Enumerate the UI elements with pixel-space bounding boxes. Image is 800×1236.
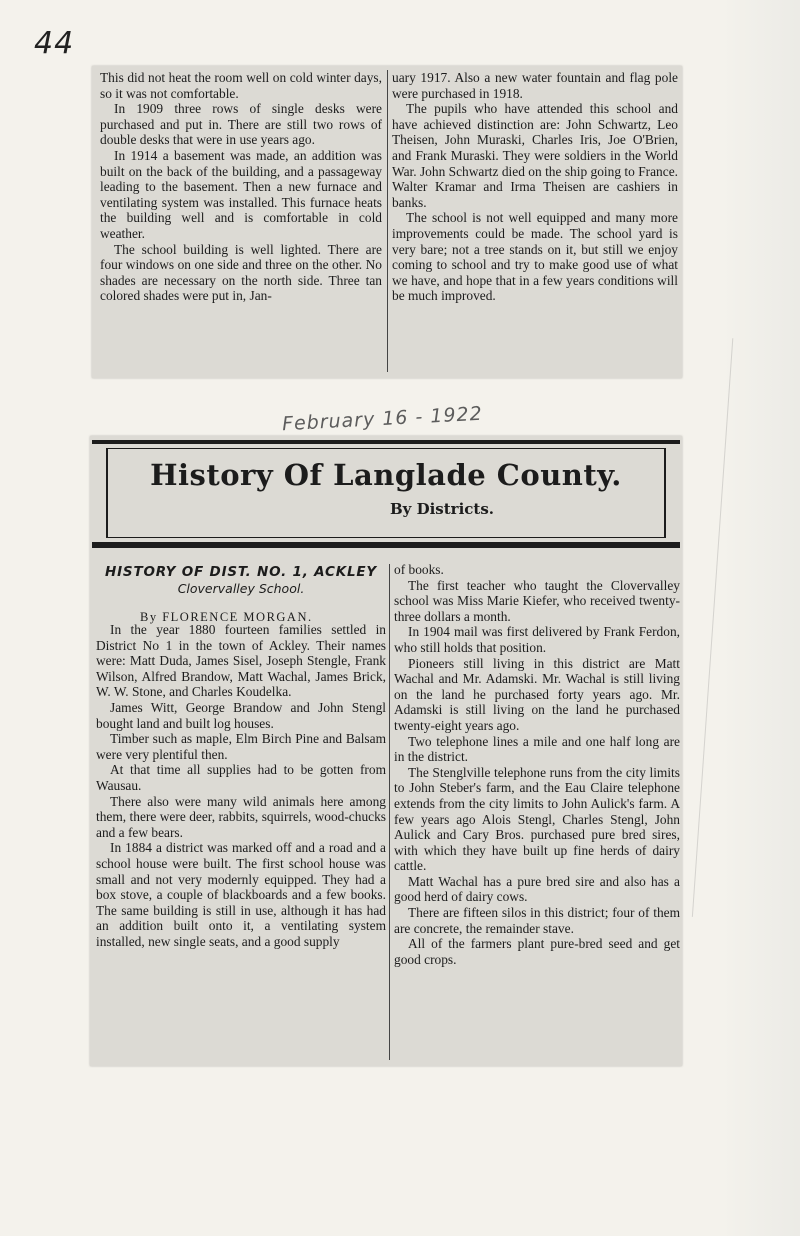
top-article-left-column	[100, 70, 382, 304]
paragraph: At that time all supplies had to be gotten from Wausau.	[96, 762, 386, 793]
banner-title: History Of Langlade County.	[150, 458, 622, 492]
article-subtitle: Clovervalley School.	[177, 581, 305, 596]
paragraph: of books.	[394, 562, 444, 577]
paragraph: Two telephone lines a mile and one half long are in the district.	[394, 733, 680, 765]
article-heading	[96, 564, 386, 596]
banner-subtitle: By Districts.	[389, 500, 495, 518]
column-rule	[389, 564, 390, 1060]
paragraph: The first teacher who taught the Clovervalley school was Miss Marie Kiefer, who received twenty-three dollars a month.	[394, 577, 680, 624]
paragraph: In 1914 a basement was made, an addition was built on the back of the building, and a passageway leading to the basement. Then a new furnace and ventilating system was installed. This furnace heats the building well and is comfortable in cold weather.	[100, 147, 382, 241]
bottom-article-left-column	[96, 622, 386, 949]
paragraph: The school is not well equipped and many more improvements could be made. The school yard is very bare; not a tree stands on it, but still we enjoy coming to school and try to make good use of what we have, and hope that in a few years conditions will be much improved.	[392, 210, 678, 304]
column-rule	[387, 70, 388, 372]
page-number: 44	[34, 26, 75, 61]
paragraph: The Stenglville telephone runs from the city limits to John Steber's farm, and the Eau Claire telephone extends from the city limits to John Aulick's farm. A few years ago Alois Stengl, Charles Stengl, John Aulick and Cary Bros. purchased pure bred sires, with which they have built up fine herds of dairy cattle.	[394, 764, 680, 874]
handwritten-date: February 16 - 1922	[281, 402, 484, 436]
section-banner	[92, 440, 680, 548]
paragraph: In 1904 mail was first delivered by Frank Ferdon, who still holds that position.	[394, 624, 680, 655]
top-article-right-column	[392, 70, 678, 304]
paragraph: In 1909 three rows of single desks were purchased and put in. There are still two rows of double desks that were in use years ago.	[100, 101, 382, 148]
paragraph: Matt Wachal has a pure bred sire and also has a good herd of dairy cows.	[394, 873, 680, 905]
paragraph: The school building is well lighted. There are four windows on one side and three on the other. No shades are necessary on the north side. Three tan colored shades were put in, Jan-	[100, 241, 382, 304]
paragraph: Timber such as maple, Elm Birch Pine and Balsam were very plentiful then.	[96, 731, 386, 762]
paragraph: In 1884 a district was marked off and a road and a school house were built. The first school house was small and not very modernly equipped. They had a box stove, a couple of blackboards and a few books. The same building is still in use, although it has had an addition built onto it, a ventilating system installed, new single seats, and a good supply	[96, 840, 386, 949]
paragraph: James Witt, George Brandow and John Stengl bought land and built log houses.	[96, 699, 386, 731]
paragraph: Pioneers still living in this district are Matt Wachal and Mr. Adamski. Mr. Wachal is still living on the land he purchased forty years ago. Mr. Adamski is still living on the land he purchased twenty-eight years ago.	[394, 655, 680, 733]
bottom-article-right-column	[394, 562, 680, 967]
paragraph: uary 1917. Also a new water fountain and flag pole were purchased in 1918.	[392, 70, 678, 101]
paragraph: This did not heat the room well on cold winter days, so it was not comfortable.	[100, 70, 382, 101]
paragraph: The pupils who have attended this school and have achieved distinction are: John Schwartz, Leo Theisen, John Muraski, Charles Iris, Joe O'Brien, and Frank Muraski. They were soldiers in the World War. John Schwartz died on the ship going to France. Walter Kramar and Irma Theisen are cashiers in banks.	[392, 101, 678, 210]
paragraph: All of the farmers plant pure-bred seed and get good crops.	[394, 936, 680, 967]
byline: By FLORENCE MORGAN.	[140, 610, 313, 624]
paragraph: There also were many wild animals here among them, there were deer, rabbits, squirrels, wood-chucks and a few bears.	[96, 793, 386, 840]
article-title: HISTORY OF DIST. NO. 1, ACKLEY	[105, 564, 377, 580]
paragraph: There are fifteen silos in this district; four of them are concrete, the remainder stave.	[394, 905, 680, 936]
paragraph: In the year 1880 fourteen families settled in District No 1 in the town of Ackley. Their names were: Matt Duda, James Sisel, Joseph Stengle, Frank Wilson, Alfred Brandow, Matt Wachal, James Brick, W. W. Stone, and Charles Koudelka.	[96, 622, 386, 700]
